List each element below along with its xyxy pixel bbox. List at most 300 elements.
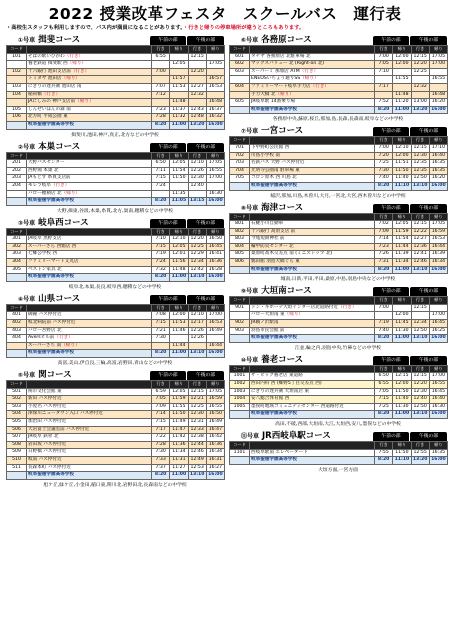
stop-name-cell: [250, 312, 375, 320]
pm-go-time: 12:44: [188, 441, 206, 449]
pm-go-time: 13:10: [188, 472, 206, 480]
stop-code: 802: [230, 228, 250, 236]
morning-session-label: 午前の部: [373, 356, 409, 365]
pm-go-time: 12:40: [411, 396, 429, 404]
table-row: [7, 160, 225, 168]
stop-name-cell: [27, 464, 152, 472]
stop-code: 705: [230, 175, 250, 183]
pm-go-time: [188, 342, 206, 350]
table-row: [7, 320, 225, 328]
pm-back-time: 16:48: [429, 91, 447, 99]
am-back-time: 11:53: [170, 83, 188, 91]
timetable: [229, 213, 448, 275]
am-go-time: 7:00: [375, 304, 393, 312]
pm-back-time: 16:00: [429, 457, 447, 465]
go-header: 行き: [411, 441, 429, 449]
table-row: [230, 91, 448, 99]
table-row: [7, 99, 225, 107]
am-go-time: 7:09: [375, 228, 393, 236]
am-go-time: 8:20: [152, 472, 170, 480]
morning-session-label: 午前の部: [373, 432, 409, 441]
stop-name: 十六銀行 高須支店 前: [251, 228, 296, 234]
served-schools-note: 各務原中央,蘇原,桜丘,那加,島,長森,長森南,岐阜などの中学校: [272, 117, 404, 123]
stop-name-cell: [250, 411, 375, 419]
am-back-time: 11:54: [170, 167, 188, 175]
am-go-time: 7:15: [152, 320, 170, 328]
am-go-time: 7:25: [375, 403, 393, 411]
timetable: [229, 45, 448, 114]
pm-back-time: 16:37: [206, 106, 224, 114]
am-go-time: 7:25: [375, 160, 393, 168]
pm-go-time: 12:34: [411, 320, 429, 328]
stop-code: 201: [7, 160, 27, 168]
am-go-time: 7:19: [375, 320, 393, 328]
stop-name-cell: [250, 53, 375, 61]
route-header: [6, 141, 224, 152]
table-header-row: [230, 213, 448, 221]
am-go-time: 7:14: [375, 236, 393, 244]
stop-name: JR岐阜 鉄骨 北: [28, 434, 59, 440]
stop-name-cell: [27, 396, 152, 404]
pm-go-time: 12:21: [188, 396, 206, 404]
route-name: 大垣南コース: [261, 286, 312, 297]
stop-name-cell: [250, 396, 375, 404]
pm-back-time: [429, 83, 447, 91]
am-back-time: 11:10: [393, 182, 411, 190]
stop-name-cell: [250, 221, 375, 229]
stop-name-cell: [27, 175, 152, 183]
stop-name: 稲荷橋: [28, 91, 42, 97]
am-back-time: 11:59: [170, 396, 188, 404]
go-header: 行き: [375, 297, 393, 305]
table-row: [7, 312, 225, 320]
stop-name-cell: [27, 190, 152, 198]
morning-session-label: 午前の部: [150, 371, 186, 380]
stop-code: 304: [7, 259, 27, 267]
stop-name: 羽島市民会館 前: [251, 327, 285, 333]
am-back-time: 11:05: [170, 198, 188, 206]
pm-back-time: 16:00: [429, 411, 447, 419]
session-labels: [149, 371, 224, 380]
stop-name: 大岩富士会議室前 バス停付近: [28, 426, 90, 432]
am-back-time: 11:20: [393, 99, 411, 107]
am-back-time: 12:05: [170, 388, 188, 396]
go-header: 行き: [152, 152, 170, 160]
am-go-time: 8:20: [375, 182, 393, 190]
stop-name: 岐阜聖徳学園高等学校: [251, 335, 297, 341]
table-row: [7, 182, 225, 190]
back-header: 帰り: [393, 213, 411, 221]
stop-name: しんせいほんの森 南: [28, 106, 71, 112]
stop-code: 1001: [230, 373, 250, 381]
stop-code: 104: [7, 91, 27, 99]
stop-name-cell: [27, 251, 152, 259]
route-header: [6, 293, 224, 304]
am-go-time: 7:15: [152, 175, 170, 183]
notice-line: [6, 23, 446, 31]
route-header: [6, 217, 224, 228]
pm-back-time: [206, 91, 224, 99]
table-row: [230, 144, 448, 152]
stop-name-cell: [250, 327, 375, 335]
am-go-time: 7:05: [375, 61, 393, 69]
pm-back-time: 16:35: [429, 167, 447, 175]
pm-back-time: [206, 68, 224, 76]
stop-code: 804: [230, 243, 250, 251]
stop-name-cell: [250, 175, 375, 183]
pm-go-time: 12:30: [188, 175, 206, 183]
am-back-time: 11:35: [170, 190, 188, 198]
stop-code: [230, 106, 250, 114]
am-go-time: 7:17: [375, 83, 393, 91]
pm-back-time: 16:30: [206, 190, 224, 198]
go-header: 行き: [375, 365, 393, 373]
pm-go-time: 12:15: [411, 373, 429, 381]
stop-code: 509: [7, 449, 27, 457]
am-back-time: [170, 182, 188, 190]
table-header-row: [7, 228, 225, 236]
pm-back-time: 16:59: [429, 228, 447, 236]
stop-header: [250, 297, 375, 305]
am-back-time: 12:01: [170, 251, 188, 259]
route-table: [229, 354, 447, 427]
am-back-time: 11:44: [393, 243, 411, 251]
stop-name-cell: [27, 243, 152, 251]
stop-name-cell: [27, 449, 152, 457]
stop-name: 桑原町高木交差点 南 (ミニストップ 北): [251, 251, 333, 257]
am-back-time: 11:55: [170, 403, 188, 411]
school-arrival-row: [230, 411, 448, 419]
stop-name-cell: [27, 274, 152, 282]
stop-name: 岐阜聖徳学園高等学校: [251, 411, 297, 417]
pm-back-time: 16:00: [206, 472, 224, 480]
route-header: [229, 34, 447, 45]
am-go-time: [152, 61, 170, 69]
pm-go-time: 12:15: [411, 221, 429, 229]
stop-name-cell: [250, 381, 375, 389]
am-back-time: 11:48: [170, 99, 188, 107]
stop-name-cell: [27, 99, 152, 107]
stop-name: 十六銀行 池田支店前: [28, 68, 71, 74]
stop-name-cell: [27, 68, 152, 76]
am-back-time: 12:00: [393, 381, 411, 389]
route-table: [6, 217, 224, 290]
am-go-time: [152, 99, 170, 107]
am-back-time: 12:00: [393, 61, 411, 69]
stop-name: にぎりの達兵衛 大垣南店 東: [251, 388, 310, 394]
pm-back-time: 16:47: [206, 426, 224, 434]
stop-code: 404: [7, 335, 27, 343]
am-back-time: 11:39: [393, 251, 411, 259]
stop-code: [7, 99, 27, 107]
direction-tag: （帰り）: [61, 190, 81, 196]
pm-back-time: [429, 68, 447, 76]
stop-name-cell: [250, 182, 375, 190]
pm-go-time: 12:25: [188, 403, 206, 411]
school-arrival-row: [230, 266, 448, 274]
afternoon-session-label: 午後の部: [410, 287, 447, 296]
stop-code: 401: [7, 312, 27, 320]
morning-session-label: 午前の部: [373, 36, 409, 45]
pm-go-time: 12:26: [188, 167, 206, 175]
go-header: 行き: [152, 228, 170, 236]
route-title: [229, 33, 372, 45]
direction-tag: （帰り）: [284, 312, 304, 318]
am-back-time: 11:00: [393, 266, 411, 274]
am-go-time: 7:30: [152, 449, 170, 457]
pm-back-time: 17:00: [429, 312, 447, 320]
route-header: [229, 430, 447, 441]
stop-code: 1004: [230, 396, 250, 404]
am-go-time: 6:55: [375, 381, 393, 389]
code-header: コード: [230, 365, 250, 373]
page-title: 2022 授業改革フェスタ スクールバス 運行表: [48, 5, 402, 23]
school-arrival-row: [230, 182, 448, 190]
stop-name: そばの駅いびがわ: [28, 53, 65, 59]
table-row: [7, 175, 225, 183]
stop-name-cell: [250, 457, 375, 465]
back-header: 帰り: [429, 213, 447, 221]
stop-code: 1005: [230, 403, 250, 411]
am-back-time: 11:51: [393, 160, 411, 168]
route-table: [229, 125, 447, 198]
am-back-time: 11:32: [170, 114, 188, 122]
go-header: 行き: [375, 441, 393, 449]
am-go-time: 6:50: [375, 373, 393, 381]
pm-back-time: 16:55: [429, 381, 447, 389]
stop-name: 岐阜聖徳学園高等学校: [251, 106, 297, 112]
code-header: コード: [230, 137, 250, 145]
am-go-time: 7:10: [375, 68, 393, 76]
stop-name-cell: [250, 152, 375, 160]
pm-back-time: 17:05: [429, 221, 447, 229]
am-back-time: 11:27: [170, 464, 188, 472]
am-back-time: 12:05: [393, 221, 411, 229]
school-arrival-row: [7, 198, 225, 206]
stop-name-cell: [250, 266, 375, 274]
am-back-time: 11:40: [393, 396, 411, 404]
am-go-time: 7:15: [152, 418, 170, 426]
am-back-time: 11:59: [393, 228, 411, 236]
table-row: [230, 221, 448, 229]
stop-name-cell: [250, 259, 375, 267]
pm-back-time: 16:55: [206, 167, 224, 175]
code-header: コード: [230, 213, 250, 221]
route-number: ⑤号車: [18, 372, 36, 379]
back-header: 帰り: [429, 441, 447, 449]
stop-name-cell: [27, 91, 152, 99]
stop-name: 岐南 バス停付近: [28, 456, 62, 462]
direction-tag: （帰り）: [275, 91, 294, 97]
pm-go-time: 12:34: [188, 259, 206, 267]
back-header: 帰り: [393, 46, 411, 54]
pm-go-time: 12:48: [188, 114, 206, 122]
timetable: [6, 228, 225, 282]
code-header: コード: [230, 297, 250, 305]
pm-back-time: 16:27: [206, 464, 224, 472]
route-name: 各務原コース: [261, 35, 312, 45]
pm-go-time: 13:10: [411, 182, 429, 190]
route-title: [6, 216, 149, 228]
served-schools-note: 稲沢,那加,川島,木曽川,大月,一宮北,大宮,西木曽川などの中学校: [270, 193, 406, 199]
school-arrival-row: [7, 350, 225, 358]
pm-go-time: 12:46: [188, 449, 206, 457]
pm-go-time: 12:50: [411, 403, 429, 411]
stop-name-cell: [250, 251, 375, 259]
stop-name-cell: [250, 243, 375, 251]
am-back-time: 11:50: [393, 449, 411, 457]
pm-go-time: 12:10: [188, 312, 206, 320]
back-header: 帰り: [170, 46, 188, 54]
table-row: [7, 426, 225, 434]
am-go-time: 8:20: [375, 266, 393, 274]
go-header: 行き: [375, 137, 393, 145]
stop-code: [230, 312, 250, 320]
route-name: 一宮コース: [261, 126, 304, 137]
stop-name-cell: [27, 312, 152, 320]
pm-go-time: 12:41: [411, 251, 429, 259]
pm-go-time: 12:36: [411, 243, 429, 251]
go-header: 行き: [411, 213, 429, 221]
pm-go-time: 12:38: [188, 434, 206, 442]
pm-back-time: 17:05: [206, 160, 224, 168]
code-header: コード: [230, 46, 250, 54]
stop-code: [7, 198, 27, 206]
pm-go-time: 12:20: [411, 61, 429, 69]
go-header: 行き: [375, 213, 393, 221]
timetable: [229, 441, 448, 465]
stop-name: 川島小学校 南: [251, 152, 281, 158]
stop-code: 801: [230, 221, 250, 229]
am-back-time: 11:55: [393, 76, 411, 84]
table-row: [7, 434, 225, 442]
pm-back-time: 16:49: [206, 327, 224, 335]
am-go-time: 7:23: [152, 106, 170, 114]
pm-go-time: 12:29: [188, 251, 206, 259]
stop-code: 603: [230, 68, 250, 76]
am-back-time: 11:50: [393, 167, 411, 175]
am-go-time: [375, 91, 393, 99]
route-table: [229, 202, 447, 283]
am-go-time: 7:24: [152, 182, 170, 190]
stop-name-cell: [27, 83, 152, 91]
timetable: [6, 380, 225, 480]
am-back-time: 12:00: [170, 312, 188, 320]
morning-session-label: 午前の部: [150, 295, 186, 304]
am-back-time: 11:36: [170, 441, 188, 449]
pm-go-time: 12:43: [188, 106, 206, 114]
stop-name-cell: [250, 91, 375, 99]
stop-name-cell: [27, 441, 152, 449]
table-header-row: [7, 152, 225, 160]
stop-name: 岐阜聖徳学園高等学校: [251, 266, 297, 272]
pm-go-time: 12:33: [188, 426, 206, 434]
am-go-time: 7:23: [375, 243, 393, 251]
stop-code: 503: [7, 403, 27, 411]
table-header-row: [7, 304, 225, 312]
table-row: [7, 266, 225, 274]
table-header-row: [230, 46, 448, 54]
route-name: JR西岐阜駅コース: [262, 430, 331, 441]
go-header: 行き: [411, 137, 429, 145]
pm-back-time: 16:50: [206, 236, 224, 244]
afternoon-session-label: 午後の部: [187, 143, 224, 152]
direction-tag: （帰り）: [61, 76, 81, 82]
stop-code: 1002: [230, 381, 250, 389]
stop-name-cell: [27, 426, 152, 434]
am-go-time: 7:30: [375, 167, 393, 175]
stop-name: 七郷公学校 西: [28, 251, 58, 257]
table-row: [230, 236, 448, 244]
back-header: 帰り: [393, 365, 411, 373]
stop-name-cell: [27, 160, 152, 168]
am-go-time: 7:31: [375, 259, 393, 267]
stop-name-cell: [27, 327, 152, 335]
morning-session-label: 午前の部: [373, 127, 409, 136]
table-row: [7, 342, 225, 350]
back-header: 帰り: [206, 46, 224, 54]
am-go-time: 6:55: [152, 53, 170, 61]
route-title: [229, 124, 372, 136]
am-back-time: 12:05: [170, 243, 188, 251]
stop-name: トミダヤ 池田店: [28, 76, 62, 82]
table-header-row: [230, 441, 448, 449]
school-arrival-row: [230, 106, 448, 114]
stop-code: [7, 121, 27, 129]
pm-go-time: 12:42: [188, 266, 206, 274]
pm-back-time: 16:44: [206, 342, 224, 350]
go-header: 行き: [411, 46, 429, 54]
stop-name: 手力大橋 北: [251, 91, 276, 97]
am-back-time: [393, 68, 411, 76]
table-row: [7, 91, 225, 99]
go-header: 行き: [188, 228, 206, 236]
back-header: 帰り: [393, 297, 411, 305]
back-header: 帰り: [429, 365, 447, 373]
table-row: [230, 53, 448, 61]
am-back-time: 11:50: [393, 388, 411, 396]
stop-name: 大野バスセンター: [28, 160, 65, 166]
table-row: [230, 304, 448, 312]
pm-go-time: 12:50: [411, 327, 429, 335]
pm-back-time: [206, 182, 224, 190]
route-header: [6, 34, 224, 45]
go-header: 行き: [188, 152, 206, 160]
stop-name-cell: [27, 61, 152, 69]
am-back-time: 12:00: [393, 53, 411, 61]
pm-go-time: 12:15: [188, 53, 206, 61]
am-go-time: 7:15: [375, 396, 393, 404]
pm-go-time: 12:32: [411, 83, 429, 91]
stop-header: [27, 152, 152, 160]
table-row: [7, 441, 225, 449]
pm-back-time: 16:49: [206, 418, 224, 426]
am-go-time: 8:20: [375, 106, 393, 114]
stop-name: にぎりの達兵衛 池田店 南: [28, 83, 82, 89]
stop-code: 402: [7, 320, 27, 328]
stop-name: ザ・ビッグ養老店 東道路: [251, 373, 303, 379]
stop-name: 鶉田館 羽島大橋ぐら 東: [251, 259, 300, 265]
stop-name-cell: [27, 106, 152, 114]
pm-back-time: 16:40: [429, 396, 447, 404]
stop-code: 704: [230, 167, 250, 175]
table-row: [7, 53, 225, 61]
pm-back-time: 16:41: [206, 251, 224, 259]
pm-back-time: 16:36: [206, 441, 224, 449]
direction-tag: （行き）: [70, 68, 90, 74]
route-header: [229, 354, 447, 365]
stop-code: 903: [230, 327, 250, 335]
